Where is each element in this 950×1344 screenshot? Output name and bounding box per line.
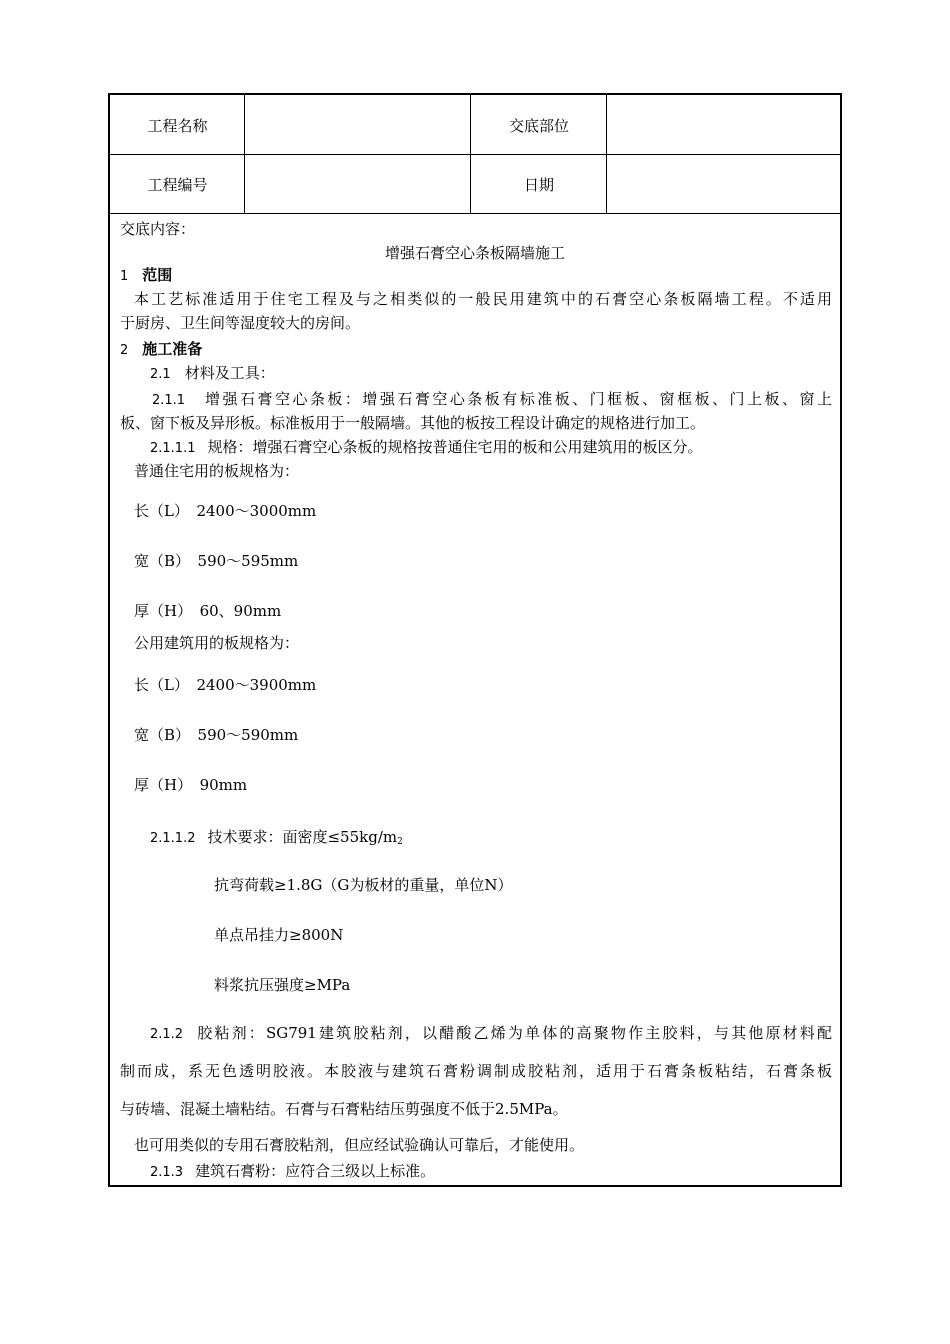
handover-form — [108, 93, 842, 1187]
section-number: 2.1.1.2 — [150, 831, 196, 846]
requirement-hanging: 单点吊挂力≥800N — [214, 926, 344, 944]
subsection-2-1-1 — [152, 388, 832, 412]
subsection-2-1-3 — [150, 1160, 832, 1184]
spec-thickness: 厚（H） 60、90mm — [134, 602, 282, 620]
section-number: 2 — [120, 343, 129, 358]
project-no-field[interactable] — [245, 155, 471, 214]
subsection-2-1-1-2 — [150, 826, 832, 853]
section-number: 2.1.1 — [152, 393, 186, 408]
section-text: 材料及工具： — [184, 364, 275, 382]
section-text: 建筑石膏粉：应符合三级以上标准。 — [195, 1162, 436, 1180]
paragraph-line: 与砖墙、混凝土墙粘结。石膏与石膏粘结压剪强度不低于2.5MPa。 — [120, 1100, 568, 1118]
divider — [244, 95, 245, 214]
spec-width: 宽（B） 590～595mm — [134, 552, 299, 570]
spec-length: 长（L） 2400～3900mm — [134, 676, 317, 694]
document-title: 增强石膏空心条板隔墙施工 — [384, 244, 565, 262]
public-spec-label: 公用建筑用的板规格为： — [134, 634, 300, 652]
handover-part-field[interactable] — [607, 95, 840, 155]
paragraph-line: 于厨房、卫生间等湿度较大的房间。 — [120, 314, 361, 332]
section-title: 施工准备 — [142, 340, 203, 358]
section-number: 2.1.3 — [150, 1165, 184, 1180]
section-1-heading — [120, 264, 832, 288]
paragraph-line: 制而成，系无色透明胶液。本胶液与建筑石膏粉调制成胶粘剂，适用于石膏条板粘结，石膏条板 — [120, 1062, 832, 1080]
section-number: 1 — [120, 269, 129, 284]
section-title: 范围 — [142, 266, 173, 284]
requirement-mortar: 料浆抗压强度≥MPa — [214, 976, 351, 994]
spec-width: 宽（B） 590～590mm — [134, 726, 299, 744]
intro-label: 交底内容： — [120, 220, 196, 238]
residential-spec-label: 普通住宅用的板规格为： — [134, 462, 300, 480]
date-field[interactable] — [607, 155, 840, 214]
requirement-bending: 抗弯荷载≥1.8G（G为板材的重量，单位N） — [214, 876, 513, 894]
spec-length: 长（L） 2400～3000mm — [134, 502, 317, 520]
section-number: 2.1 — [150, 367, 171, 382]
date-label: 日期 — [523, 176, 554, 194]
project-name-field[interactable] — [245, 95, 471, 155]
section-text: 规格：增强石膏空心条板的规格按普通住宅用的板和公用建筑用的板区分。 — [207, 438, 703, 456]
spec-thickness: 厚（H） 90mm — [134, 776, 248, 794]
project-no-label: 工程编号 — [147, 176, 208, 194]
divider — [470, 95, 471, 214]
handover-part-label: 交底部位 — [508, 116, 569, 135]
section-text: 技术要求：面密度≤55kg/m — [207, 828, 398, 846]
alternative-glue-note: 也可用类似的专用石膏胶粘剂，但应经试验确认可靠后，才能使用。 — [134, 1136, 585, 1154]
project-name-label: 工程名称 — [147, 116, 208, 135]
header-row-2 — [110, 155, 840, 214]
subsection-2-1-2 — [150, 1022, 832, 1046]
subsection-2-1 — [150, 362, 832, 386]
section-text: 增强石膏空心条板：增强石膏空心条板有标准板、门框板、窗框板、门上板、窗上 — [205, 390, 832, 408]
subsection-2-1-1-1 — [150, 436, 832, 460]
content-area — [110, 214, 840, 1185]
paragraph-line: 本工艺标准适用于住宅工程及与之相类似的一般民用建筑中的石膏空心条板隔墙工程。不适用 — [134, 290, 832, 308]
paragraph-line: 板、窗下板及异形板。标准板用于一般隔墙。其他的板按工程设计确定的规格进行加工。 — [120, 414, 706, 432]
section-number: 2.1.1.1 — [150, 441, 196, 456]
section-number: 2.1.2 — [150, 1027, 184, 1042]
unit-subscript: 2 — [397, 837, 403, 847]
header-row-1 — [110, 95, 840, 155]
divider — [606, 95, 607, 214]
section-text: 胶粘剂：SG791建筑胶粘剂，以醋酸乙烯为单体的高聚物作主胶料，与其他原材料配 — [195, 1024, 832, 1042]
section-2-heading — [120, 338, 832, 362]
